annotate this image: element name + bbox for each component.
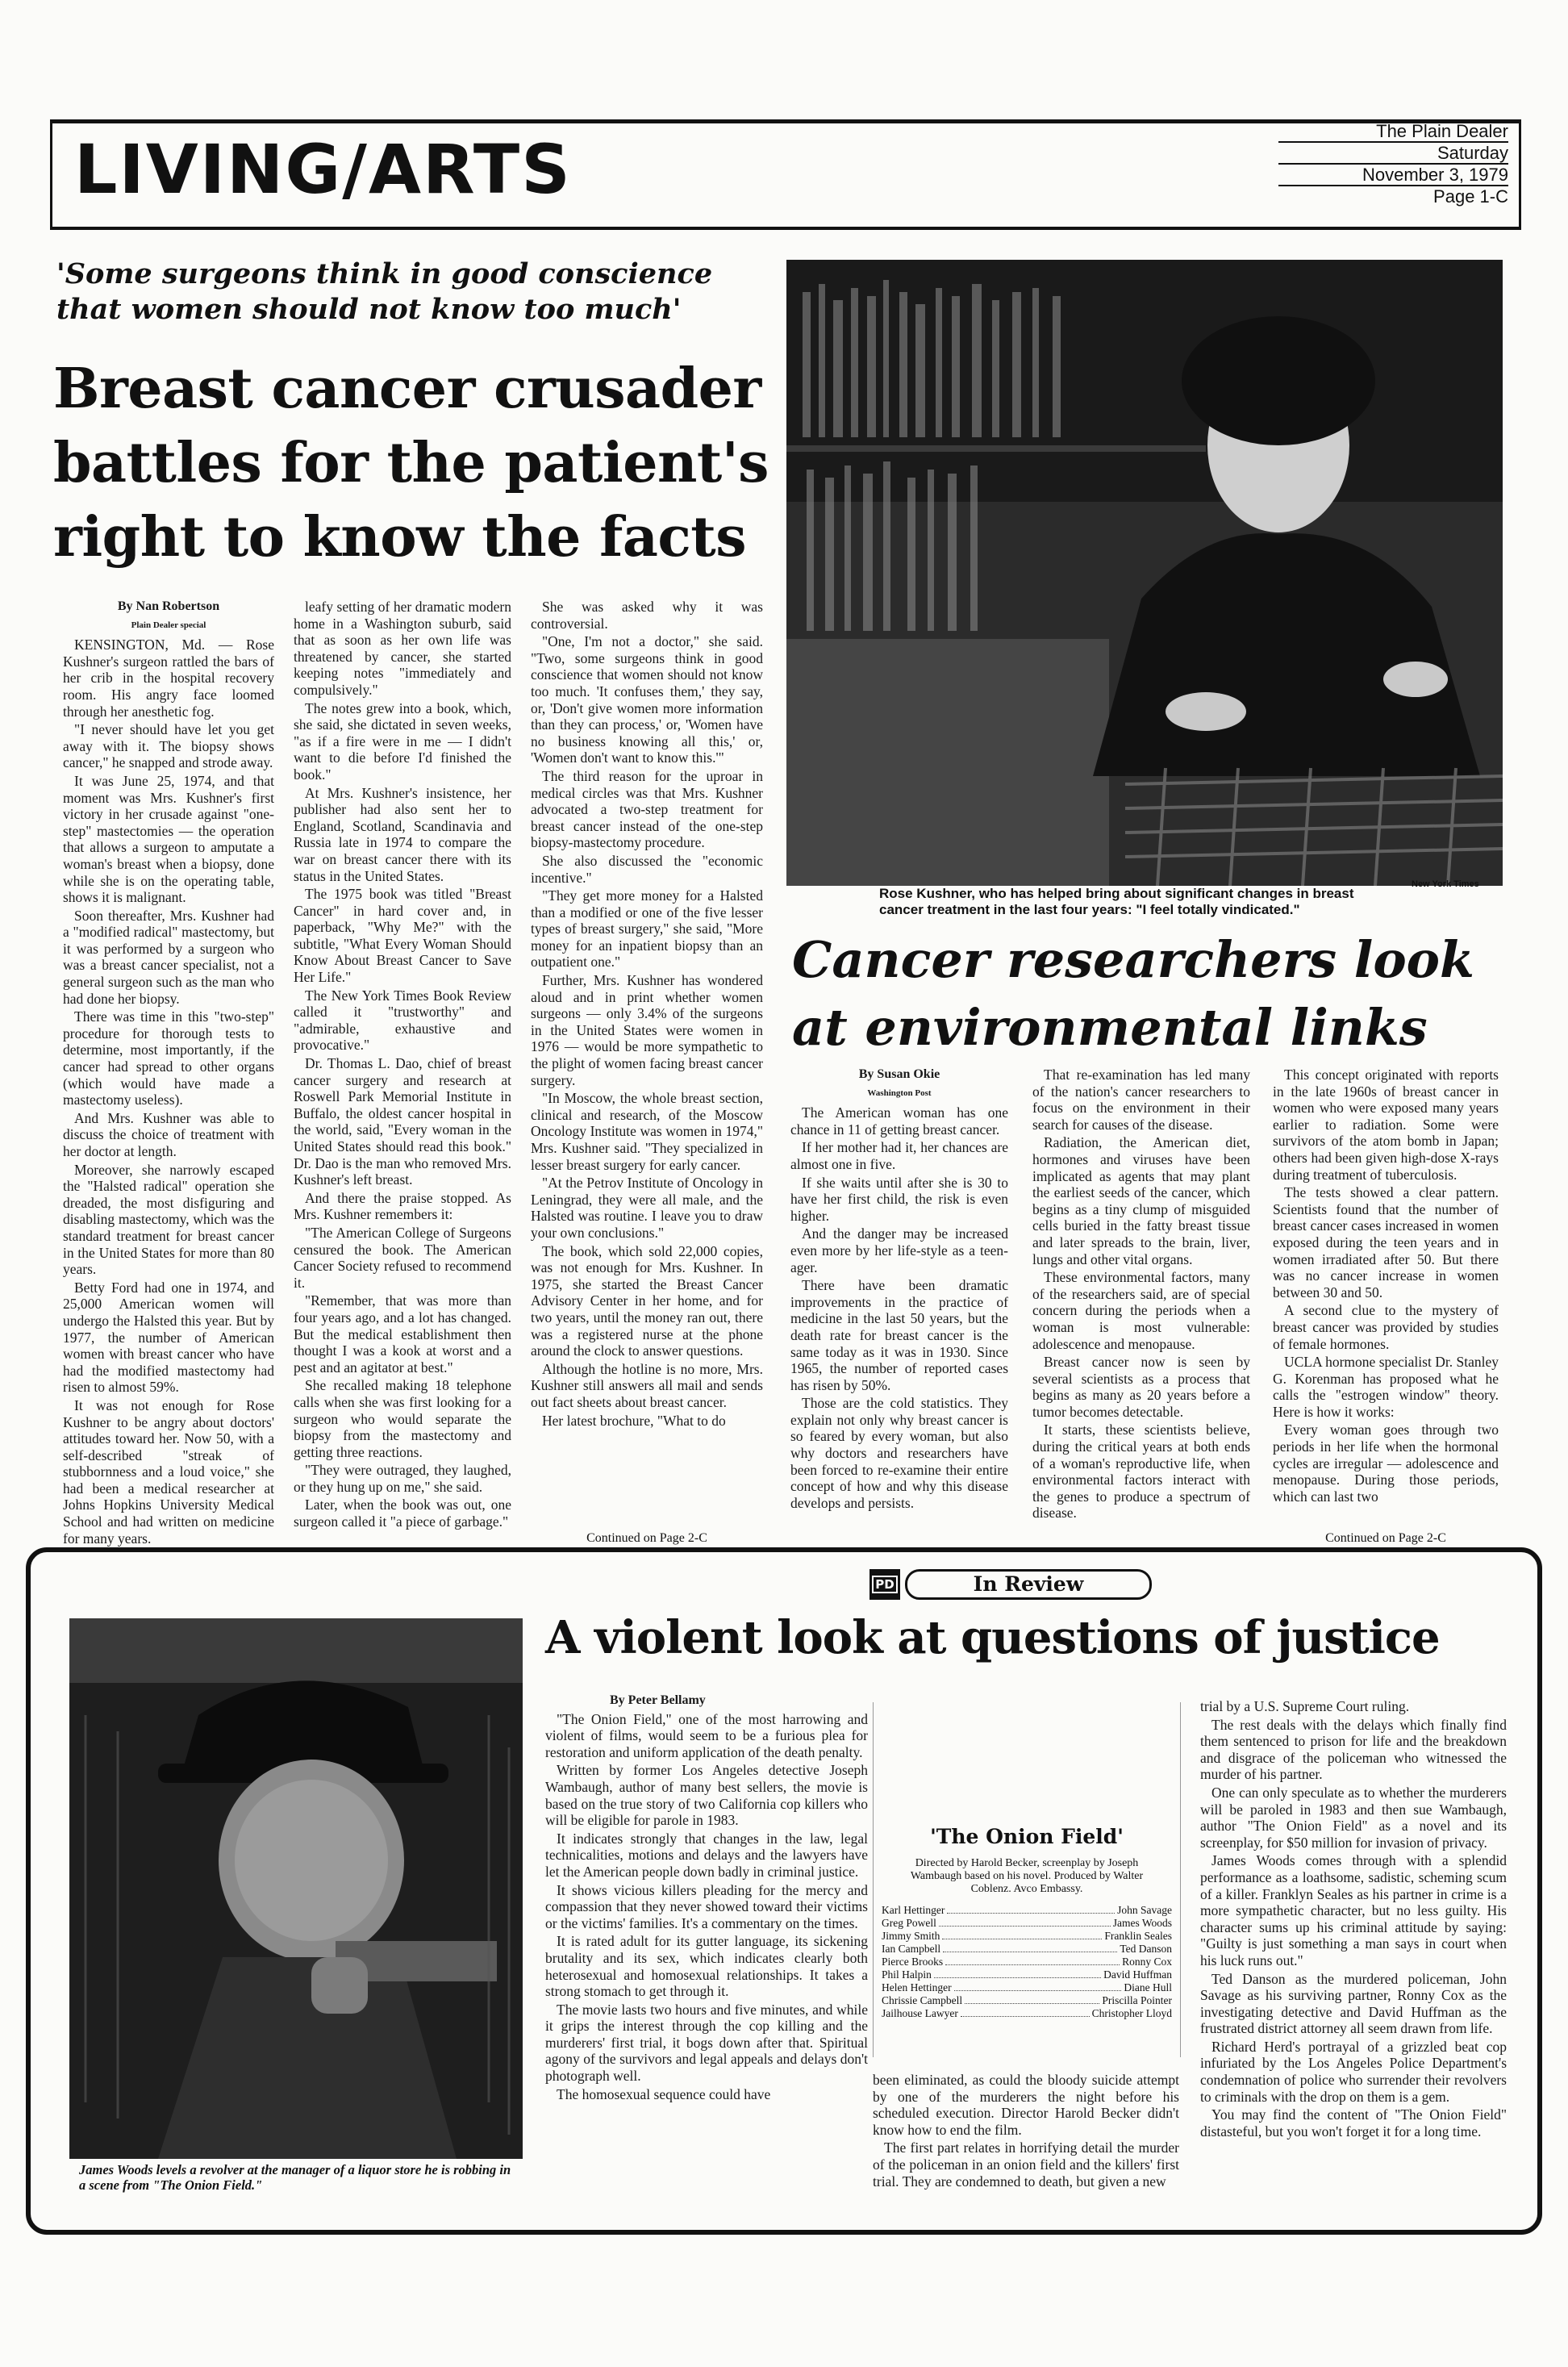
pd-logo <box>869 1569 900 1600</box>
paragraph: She was asked why it was controversial. <box>531 599 763 632</box>
paragraph: If her mother had it, her chances are almost one in five. <box>790 1139 1008 1172</box>
kushner-photo-art <box>786 260 1503 886</box>
cast-row <box>882 2007 1172 2020</box>
story2-continued: Continued on Page 2-C <box>1325 1531 1446 1545</box>
paragraph: Soon thereafter, Mrs. Kushner had a "modified radical" mastectomy, but it was performed by a surgeon who was a breast cancer specialist, not a general surgeon such as the man who had done her biopsy. <box>63 907 274 1007</box>
paragraph: Every woman goes through two periods in her life when the hormonal cycles are irregular — adolescence and menopause. During those periods, which can last two <box>1273 1421 1499 1505</box>
paragraph: And the danger may be increased even more by her life-style as a teen-ager. <box>790 1225 1008 1275</box>
paragraph: Dr. Thomas L. Dao, chief of breast cancer surgery and research at Roswell Park Memorial Institute in Buffalo, the oldest cancer hospital in the world, said, "Every woman in the United States should read this book." Dr. Dao is the man who removed Mrs. Kushner's left breast. <box>294 1055 511 1188</box>
paragraph: KENSINGTON, Md. — Rose Kushner's surgeon rattled the bars of her crib in the hospital recovery room. His angry face loomed through her anesthetic fog. <box>63 637 274 720</box>
paragraph: James Woods comes through with a splendid performance as a loathsome, sadistic, scheming scum of a killer. Franklyn Seales as his partner in crime is a more sympathetic character, but no less guilty. His character sums up his criminal attitude by saying: "Guilty is just something a man says in court when his luck runs out." <box>1200 1852 1507 1968</box>
page-number: Page 1-C <box>1433 186 1508 207</box>
paragraph: It indicates strongly that changes in the law, legal technicalities, motions and delays and the lawyers have let the American people down badly in criminal justice. <box>545 1830 868 1880</box>
paragraph: Richard Herd's portrayal of a grizzled beat cop infuriated by the Los Angeles Police Department's condemnation of police who surrender their revolvers to criminals with the drop on them is a gem. <box>1200 2038 1507 2105</box>
story1-headline <box>53 352 779 574</box>
paragraph: She also discussed the "economic incentive." <box>531 852 763 886</box>
paragraph: The first part relates in horrifying detail the murder of the policeman in an onion field and the killers' first trial. They are condemned to death, but given a new <box>873 2139 1179 2190</box>
review-headline: A violent look at questions of justice <box>545 1611 1440 1664</box>
paragraph: There was time in this "two-step" procedure for thorough tests to determine, most importantly, if the cancer had spread to other organs (which would have made a mastectomy useless). <box>63 1008 274 1108</box>
story1-headline-line: right to know the facts <box>53 505 746 570</box>
masthead-info <box>1278 121 1508 207</box>
paragraph: "The Onion Field," one of the most harrowing and violent of films, would seem to be a furious plea for restoration and uniform application of the death penalty. <box>545 1710 868 1760</box>
cast-actor: John Savage <box>1117 1904 1172 1916</box>
paragraph: It shows vicious killers pleading for the mercy and compassion that they never showed toward their victims or the victims' families. It's a commentary on the times. <box>545 1881 868 1931</box>
review-column-2 <box>873 2072 1179 2217</box>
cast-row <box>882 1917 1172 1930</box>
cast-role: Pierce Brooks <box>882 1956 944 1968</box>
paragraph: These environmental factors, many of the researchers said, are of special concern during the periods when a woman is most vulnerable: adolescence and menopause. <box>1032 1269 1250 1352</box>
paragraph: "They get more money for a Halsted than a modified or one of the five lesser types of breast surgery," she said, "More money for an inpatient biopsy than an outpatient one." <box>531 887 763 971</box>
cast-actor: James Woods <box>1112 1917 1172 1929</box>
paragraph: She recalled making 18 telephone calls when she was first looking for a surgeon who would separate the biopsy from the mastectomy and getting three reactions. <box>294 1377 511 1460</box>
paragraph: The rest deals with the delays which finally find them sentenced to prison for life and the breakdown and disgrace of the policeman who witnessed the murder of his partner. <box>1200 1716 1507 1783</box>
cast-row <box>882 1994 1172 2007</box>
paragraph: The notes grew into a book, which, she said, she dictated in seven weeks, "as if a fire were in me — I didn't want to die before I'd finished the book." <box>294 699 511 783</box>
story1-byline: By Nan Robertson <box>117 599 220 613</box>
kushner-photo-caption: Rose Kushner, who has helped bring about significant changes in breast cancer treatment in the last four years: "I feel totally vindicated." <box>879 886 1354 917</box>
paragraph: "In Moscow, the whole breast section, clinical and research, of the Moscow Oncology Institute was women in 1974," Mrs. Kushner said. "They specialized in lesser breast surgery for early cancer. <box>531 1090 763 1173</box>
paragraph: UCLA hormone specialist Dr. Stanley G. Korenman has proposed what he calls the "estrogen window" theory. Here is how it works: <box>1273 1354 1499 1420</box>
cast-row <box>882 1904 1172 1917</box>
cast-actor: Ted Danson <box>1120 1943 1172 1955</box>
review-column-3 <box>1200 1698 1507 2215</box>
paragraph: At Mrs. Kushner's insistence, her publisher had also sent her to England, Scotland, Scandinavia and Russia late in 1974 to compare the war on breast cancer there with its status in the United States. <box>294 784 511 884</box>
cast-actor: Ronny Cox <box>1122 1956 1172 1968</box>
story2-headline <box>792 926 1502 1062</box>
cast-actor: David Huffman <box>1103 1968 1172 1981</box>
story1-column-3 <box>531 599 763 1526</box>
cast-role: Jailhouse Lawyer <box>882 2007 958 2019</box>
story2-credit: Washington Post <box>867 1087 932 1098</box>
cast-row <box>882 1956 1172 1968</box>
story1-column-1 <box>63 599 274 1547</box>
paragraph: Radiation, the American diet, hormones and viruses have been implicated as agents that may plant the earliest seeds of the cancer, which begins as a tiny clump of misguided cells buried in the fatty breast tissue and later spreads to the brain, liver, lungs and other vital organs. <box>1032 1134 1250 1267</box>
cast-row <box>882 1968 1172 1981</box>
story1-kicker: 'Some surgeons think in good conscience that women should not know too much' <box>56 257 713 326</box>
kushner-photo <box>786 260 1503 886</box>
cast-actor: Diane Hull <box>1124 1981 1172 1993</box>
story2-column-2 <box>1032 1067 1250 1522</box>
cast-row <box>882 1930 1172 1943</box>
paragraph: "I never should have let you get away with it. The biopsy shows cancer," he snapped and strode away. <box>63 721 274 771</box>
review-tag-label: In Review <box>905 1569 1152 1600</box>
paragraph: The tests showed a clear pattern. Scientists found that the number of breast cancer cases increased in women exposed during the teen years and in women irradiated after 50. But there was no cancer increase in women between 30 and 50. <box>1273 1184 1499 1300</box>
paragraph: You may find the content of "The Onion Field" distasteful, but you won't forget it for a long time. <box>1200 2106 1507 2139</box>
paragraph: Breast cancer now is seen by several scientists as a process that begins as many as 20 years before a tumor becomes detectable. <box>1032 1354 1250 1420</box>
paragraph: A second clue to the mystery of breast cancer was provided by studies of female hormones. <box>1273 1302 1499 1352</box>
paragraph: If she waits until after she is 30 to have her first child, the risk is even higher. <box>790 1174 1008 1224</box>
cast-role: Karl Hettinger <box>882 1904 945 1916</box>
paragraph: It was not enough for Rose Kushner to be angry about doctors' attitudes toward her. Now 50, with a self-described "streak of stubbornness and a loud voice," she had been a medical researcher at Johns Hopkins University Medical School and had written on medicine for many years. <box>63 1396 274 1547</box>
paragraph: trial by a U.S. Supreme Court ruling. <box>1200 1698 1410 1714</box>
paragraph: Those are the cold statistics. They explain not only why breast cancer is so feared by every woman, but also why doctors and researchers have been forced to re-examine their entire concept of how and why this disease develops and persists. <box>790 1395 1008 1511</box>
paragraph: leafy setting of her dramatic modern home in a Washington suburb, said that as soon as her own life was threatened by cancer, she started keeping notes "immediately and compulsively." <box>294 599 511 698</box>
paragraph: That re-examination has led many of the nation's cancer researchers to focus on the environment in their search for causes of the disease. <box>1032 1067 1250 1133</box>
cast-actor: Franklin Seales <box>1104 1930 1172 1942</box>
paragraph: The 1975 book was titled "Breast Cancer" in hard cover and, in paperback, "Why Me?" with the subtitle, "What Every Woman Should Know About Breast Cancer to Save Her Life." <box>294 886 511 986</box>
section-title: LIVING/ARTS <box>74 130 572 209</box>
story2-column-3 <box>1273 1067 1499 1518</box>
edition-day: Saturday <box>1278 143 1508 165</box>
cast-role: Greg Powell <box>882 1917 936 1929</box>
review-column-1 <box>545 1693 868 2209</box>
onion-field-photo <box>69 1618 523 2159</box>
story2-headline-line: Cancer researchers look <box>792 930 1474 989</box>
story1-headline-line: battles for the patient's <box>53 431 769 495</box>
review-byline: By Peter Bellamy <box>610 1693 706 1707</box>
cast-role: Jimmy Smith <box>882 1930 940 1942</box>
paragraph: Ted Danson as the murdered policeman, John Savage as his surviving partner, Ronny Cox as the investigating detective and David Huffman as the frustrated district attorney all seem drawn from life. <box>1200 1970 1507 2037</box>
paragraph: "They were outraged, they laughed, or they hung up on me," she said. <box>294 1462 511 1495</box>
issue-date: November 3, 1979 <box>1278 165 1508 186</box>
paragraph: The New York Times Book Review called it "trustworthy" and "admirable, exhaustive and provocative." <box>294 987 511 1054</box>
paragraph: It was June 25, 1974, and that moment was Mrs. Kushner's first victory in her crusade against "one-step" mastectomies — the operation that allows a surgeon to amputate a woman's breast when a biopsy, done while she is on the operating table, shows it is malignant. <box>63 772 274 906</box>
story1-continued: Continued on Page 2-C <box>586 1531 707 1545</box>
paragraph: Further, Mrs. Kushner has wondered aloud and in print whether women surgeons — only 3.4% of the surgeons in the United States were women in 1976 — would be more sympathetic to the plight of women facing breast cancer surgery. <box>531 972 763 1088</box>
cast-box-credits: Directed by Harold Becker, screenplay by Joseph Wambaugh based on his novel. Produced by Walter Coblenz. Avco Embassy. <box>910 1857 1144 1895</box>
cast-list <box>882 1904 1172 2020</box>
paragraph: "The American College of Surgeons censured the book. The American Cancer Society refused to recommend it. <box>294 1224 511 1291</box>
paragraph: Moreover, she narrowly escaped the "Halsted radical" operation she dreaded, the most disfiguring and disabling mastectomy, which was the standard treatment for breast cancer in the United States for more than 80 years. <box>63 1161 274 1278</box>
paragraph: Her latest brochure, "What to do <box>542 1412 726 1429</box>
paragraph: The homosexual sequence could have <box>557 2085 771 2102</box>
paragraph: The American woman has one chance in 11 of getting breast cancer. <box>790 1104 1008 1138</box>
paragraph: "One, I'm not a doctor," she said. "Two, some surgeons think in good conscience that women should not know too much. 'It confuses them,' they say, or, 'Don't give women more information than they can process,' or, 'Women have no business knowing all this,' or, 'Women don't want to know this.'" <box>531 633 763 766</box>
story1-column-2 <box>294 599 511 1530</box>
story2-headline-line: at environmental links <box>792 998 1428 1057</box>
paragraph: Written by former Los Angeles detective Joseph Wambaugh, author of many best sellers, the movie is based on the true story of two California cop killers who will be eligible for parole in 1983. <box>545 1762 868 1829</box>
story1-credit: Plain Dealer special <box>131 620 206 630</box>
paragraph: Although the hotline is no more, Mrs. Kushner still answers all mail and sends out fact sheets about breast cancer. <box>531 1360 763 1410</box>
onion-field-caption: James Woods levels a revolver at the manager of a liquor store he is robbing in a scene from "The Onion Field." <box>79 2162 511 2193</box>
cast-role: Phil Halpin <box>882 1968 932 1981</box>
story1-headline-line: Breast cancer crusader <box>53 357 761 421</box>
paragraph: It starts, these scientists believe, during the critical years at both ends of a woman's reproductive life, when environmental factors interact with the genes to produce a spectrum of disease. <box>1032 1421 1250 1522</box>
paragraph: And Mrs. Kushner was able to discuss the choice of treatment with her doctor at length. <box>63 1109 274 1159</box>
paragraph: Later, when the book was out, one surgeon called it "a piece of garbage." <box>294 1497 511 1530</box>
paragraph: One can only speculate as to whether the murderers will be paroled in 1983 and then sue Wambaugh, author "The Onion Field" as a novel and its screenplay, for $50 million for invasion of privacy. <box>1200 1784 1507 1851</box>
story2-byline: By Susan Okie <box>858 1067 940 1081</box>
story2-column-1 <box>790 1067 1008 1518</box>
paragraph: It is rated adult for its gutter language, its sickening brutality and its sex, which indicates clearly both heterosexual and homosexual relationships. It takes a strong stomach to get through it. <box>545 1933 868 2000</box>
paragraph: The movie lasts two hours and five minutes, and while it grips the interest through the cop killing and the murderers' first trial, it bogs down after that. Spiritual agony of the survivors and legal appeals and delays don't photograph well. <box>545 2001 868 2085</box>
paragraph: There have been dramatic improvements in the practice of medicine in the last 50 years, but the death rate for breast cancer is the same today as it was in 1930. Since 1965, the number of reported cases has risen by 50%. <box>790 1277 1008 1393</box>
paragraph: Betty Ford had one in 1974, and 25,000 American women will undergo the Halsted this year. But by 1977, the number of American women with breast cancer who have had the modified mastectomy had risen to almost 59%. <box>63 1279 274 1396</box>
onion-field-photo-art <box>69 1618 523 2159</box>
paragraph: been eliminated, as could the bloody suicide attempt by one of the murderers the night before his scheduled execution. Director Harold Becker didn't know how to end the film. <box>873 2072 1179 2138</box>
cast-role: Chrissie Campbell <box>882 1994 963 2006</box>
cast-row <box>882 1981 1172 1994</box>
cast-role: Ian Campbell <box>882 1943 941 1955</box>
paper-name: The Plain Dealer <box>1278 121 1508 143</box>
kushner-photo-credit: New York Times <box>1412 879 1479 889</box>
review-tag <box>869 1569 1152 1600</box>
paragraph: The book, which sold 22,000 copies, was not enough for Mrs. Kushner. In 1975, she started the Breast Cancer Advisory Center in her home, and for two years, until the money ran out, there was a registered nurse at the phone around the clock to answer questions. <box>531 1242 763 1359</box>
cast-actor: Christopher Lloyd <box>1091 2007 1172 2019</box>
cast-box <box>873 1702 1181 2057</box>
paragraph: And there the praise stopped. As Mrs. Kushner remembers it: <box>294 1189 511 1223</box>
cast-box-title: 'The Onion Field' <box>930 1825 1124 1848</box>
paragraph: "At the Petrov Institute of Oncology in Leningrad, they were all male, and the Halsted was routine. I leave you to draw your own conclusions." <box>531 1175 763 1241</box>
cast-row <box>882 1943 1172 1956</box>
pd-logo-text: PD <box>872 1576 897 1593</box>
paragraph: The third reason for the uproar in medical circles was that Mrs. Kushner advocated a two-step treatment for breast cancer instead of the one-step biopsy-mastectomy procedure. <box>531 767 763 851</box>
paragraph: "Remember, that was more than four years ago, and a lot has changed. But the medical establishment then thought I was a kook at worst and a pest and an agitator at best." <box>294 1292 511 1376</box>
cast-role: Helen Hettinger <box>882 1981 952 1993</box>
cast-actor: Priscilla Pointer <box>1102 1994 1172 2006</box>
paragraph: This concept originated with reports in the late 1960s of breast cancer in women who were exposed many years earlier to radiation. Some were survivors of the atom bomb in Japan; others had been given high-dose X-rays during treatment of tuberculosis. <box>1273 1067 1499 1183</box>
